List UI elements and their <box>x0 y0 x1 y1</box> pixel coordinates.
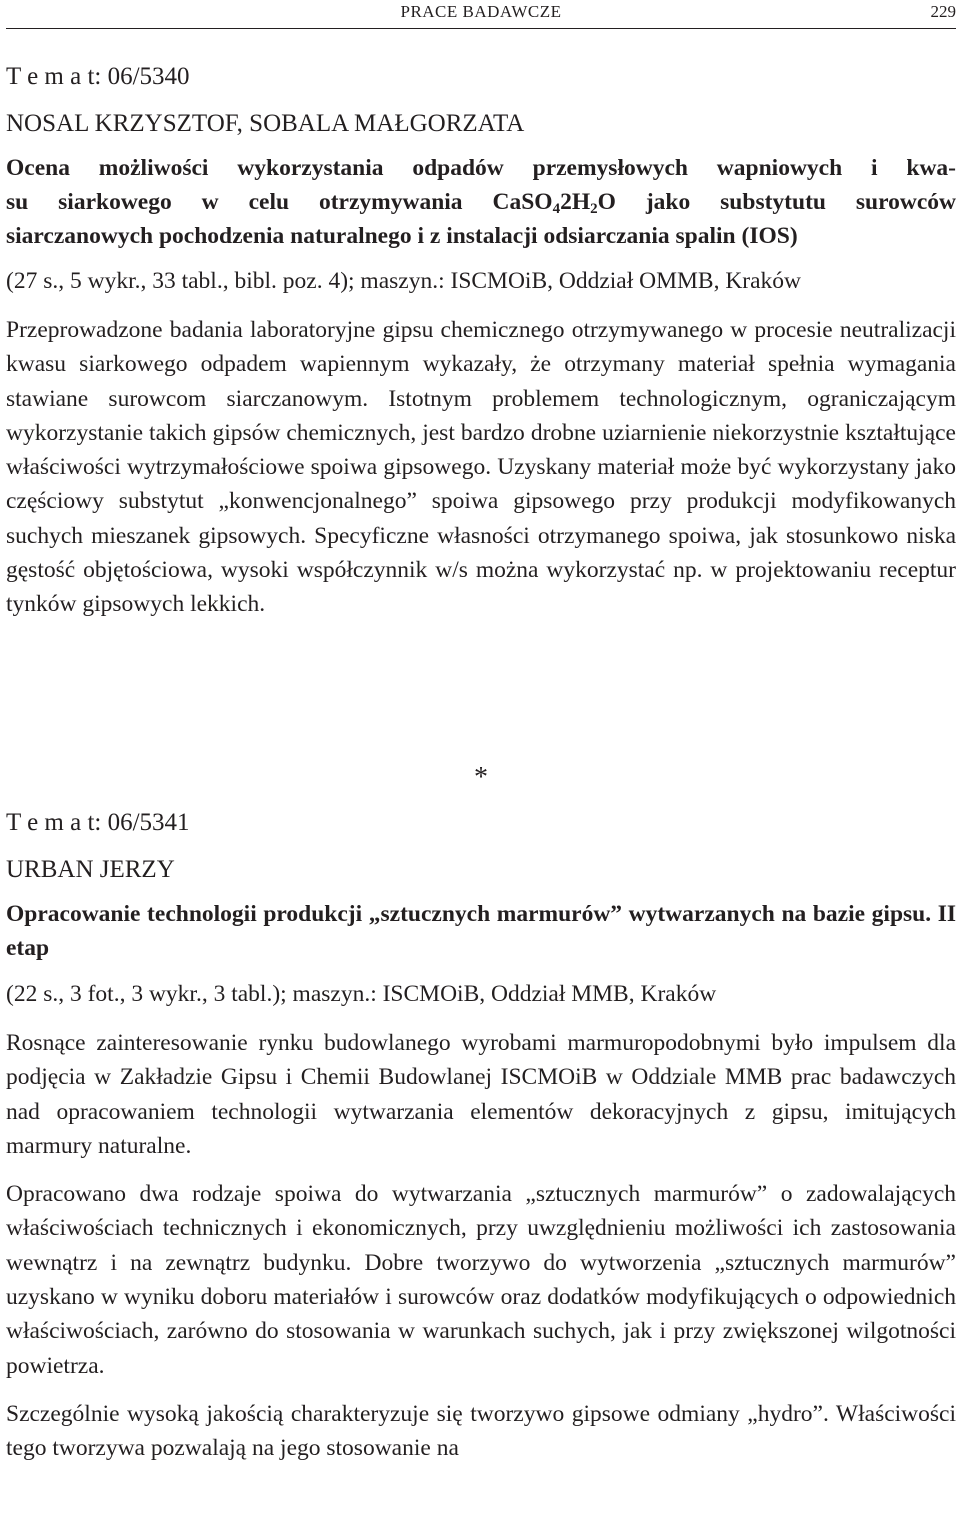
title-fragment: 2H <box>560 189 591 215</box>
topic-label: T e m a t: <box>6 63 102 90</box>
entry-authors: NOSAL KRZYSZTOF, SOBALA MAŁGORZATA <box>6 110 525 137</box>
title-fragment: su siarkowego w celu otrzymywania CaSO <box>6 189 553 215</box>
running-header <box>6 0 956 29</box>
entry-paragraph: Szczególnie wysoką jakością charakteryzuje się tworzywo gipsowe odmiany „hydro”. Właściwości tego tworzywa pozwalają na jego stosowanie na <box>6 1400 956 1462</box>
page-number: 229 <box>930 2 956 21</box>
entry-paragraph: Rosnące zainteresowanie rynku budowlanego wyrobami marmuropodobnymi było impulsem dla podjęcia w Zakładzie Gipsu i Chemii Budowlanej ISCMOiB w Oddziale MMB prac badawczych nad opracowaniem technologii wytwarzania elementów dekoracyjnych z gipsu, imitujących marmury naturalne. <box>6 1030 956 1159</box>
section-separator: * <box>474 762 488 793</box>
entry-meta: (27 s., 5 wykr., 33 tabl., bibl. poz. 4); maszyn.: ISCMOiB, Oddział OMMB, Kraków <box>6 268 802 294</box>
entry-authors: URBAN JERZY <box>6 856 175 883</box>
entry-title-line: siarczanowych pochodzenia naturalnego i z instalacji odsiarczania spalin (IOS) <box>6 223 798 249</box>
entry-title: Opracowanie technologii produkcji „sztucznych marmurów” wytwarzanych na bazie gipsu. II etap <box>6 901 956 961</box>
entry-title-line <box>6 185 956 219</box>
topic-line <box>6 808 956 838</box>
topic-number: 06/5341 <box>107 809 190 836</box>
document-page <box>6 0 956 1462</box>
entry-5341 <box>6 808 956 1466</box>
subscript: 2 <box>590 201 598 217</box>
entry-meta: (22 s., 3 fot., 3 wykr., 3 tabl.); maszyn.: ISCMOiB, Oddział MMB, Kraków <box>6 981 717 1007</box>
topic-label: T e m a t: <box>6 809 102 836</box>
entry-paragraph: Opracowano dwa rodzaje spoiwa do wytwarzania „sztucznych marmurów” o zadowalających właściwościach technicznych i ekonomicznych, przy uwzględnieniu możliwości ich zastosowania wewnątrz i na zewnątrz budynku. Dobre tworzywo do wytworzenia „sztucznych marmurów” uzyskano w wyniku doboru materiałów i surowców oraz dodatków modyfikujących o odpowiednich właściwościach, zarówno do stosowania w warunkach suchych, jak i przy zwiększonej wilgotności powietrza. <box>6 1181 956 1379</box>
entry-title <box>6 151 956 253</box>
subscript: 4 <box>552 201 561 217</box>
entry-5340 <box>6 62 956 622</box>
running-title: PRACE BADAWCZE <box>400 2 562 21</box>
topic-number: 06/5340 <box>107 63 190 90</box>
entry-title-line: Ocena możliwości wykorzystania odpadów przemysłowych wapniowych i kwa- <box>6 155 956 181</box>
entry-abstract: Przeprowadzone badania laboratoryjne gipsu chemicznego otrzymywanego w procesie neutralizacji kwasu siarkowego odpadem wapiennym wykazały, że otrzymany materiał spełnia wymagania stawiane surowcom siarczanowym. Istotnym problemem technologicznym, ograniczającym wykorzystanie takich gipsów chemicznych, jest bardzo drobne uziarnienie niekorzystnie kształtujące właściwości wytrzymałościowe spoiwa gipsowego. Uzyskany materiał może być wykorzystany jako częściowy substytut „konwencjonalnego” spoiwa gipsowego przy produkcji modyfikowanych suchych mieszanek gipsowych. Specyficzne własności otrzymanego spoiwa, jak stosunkowo niska gęstość objętościowa, wysoki współczynnik w/s można wykorzystać np. w projektowaniu receptur tynków gipsowych lekkich. <box>6 317 956 618</box>
topic-line <box>6 62 956 92</box>
title-fragment: O jako substytutu surowców <box>597 189 956 215</box>
